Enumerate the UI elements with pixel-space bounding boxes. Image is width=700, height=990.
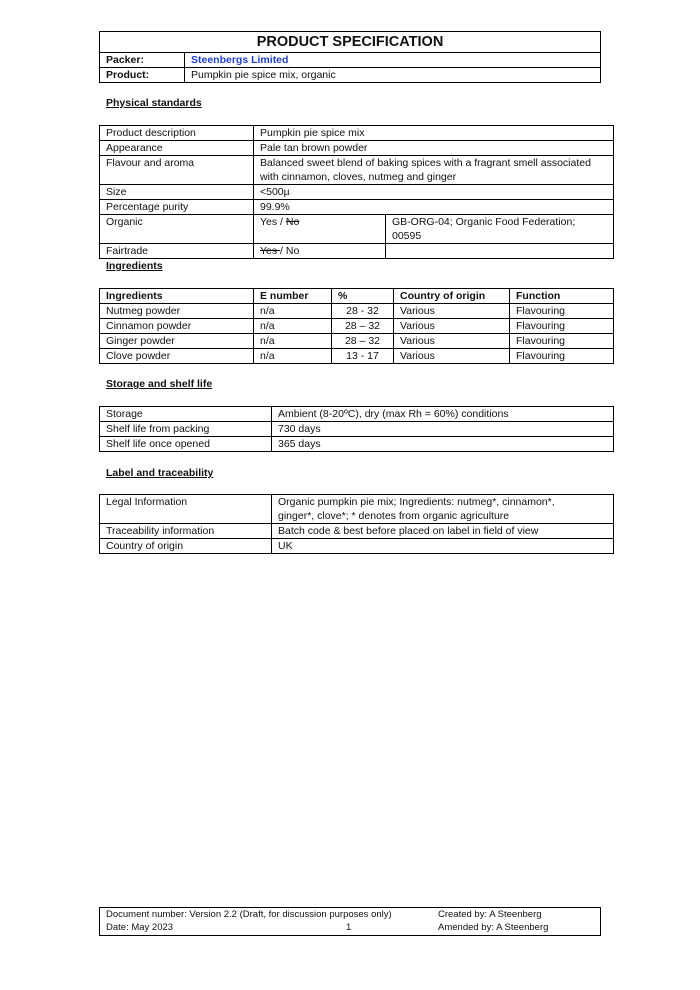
fairtrade-empty-cell	[386, 244, 614, 259]
table-cell: Cinnamon powder	[100, 319, 254, 334]
spec-header-table	[99, 31, 601, 83]
row-value: 99.9%	[254, 200, 614, 215]
table-row	[100, 349, 614, 364]
table-cell: Various	[394, 304, 510, 319]
fairtrade-value	[254, 244, 386, 259]
packer-value: Steenbergs Limited	[185, 53, 601, 68]
table-cell: n/a	[254, 319, 332, 334]
organic-certification: GB-ORG-04; Organic Food Federation; 00595	[386, 215, 614, 244]
footer-doc-number: Document number: Version 2.2 (Draft, for discussion purposes only)	[106, 909, 392, 920]
fairtrade-label: Fairtrade	[100, 244, 254, 259]
row-value: 730 days	[272, 422, 614, 437]
row-value: Pumpkin pie spice mix	[254, 126, 614, 141]
footer-date: Date: May 2023	[106, 922, 174, 933]
row-value: 365 days	[272, 437, 614, 452]
column-header: Ingredients	[100, 289, 254, 304]
product-label: Product:	[100, 68, 185, 83]
table-cell: Various	[394, 319, 510, 334]
column-header: Country of origin	[394, 289, 510, 304]
table-cell: n/a	[254, 304, 332, 319]
row-value: UK	[272, 539, 614, 554]
table-cell: Nutmeg powder	[100, 304, 254, 319]
row-label: Legal Information	[100, 495, 272, 524]
product-value: Pumpkin pie spice mix, organic	[185, 68, 601, 83]
row-value: Ambient (8-20ºC), dry (max Rh = 60%) conditions	[272, 407, 614, 422]
table-row	[100, 319, 614, 334]
table-cell: Flavouring	[510, 349, 614, 364]
row-value: Batch code & best before placed on label in field of view	[272, 524, 614, 539]
row-label: Size	[100, 185, 254, 200]
table-cell: 28 – 32	[332, 319, 394, 334]
page-title: PRODUCT SPECIFICATION	[100, 32, 601, 53]
row-label: Product description	[100, 126, 254, 141]
organic-yes: Yes /	[260, 216, 283, 228]
table-cell: n/a	[254, 334, 332, 349]
table-cell: 28 - 32	[332, 304, 394, 319]
footer-amended-by: Amended by: A Steenberg	[438, 922, 549, 933]
physical-standards-table	[99, 125, 614, 259]
fairtrade-no: / No	[280, 245, 300, 257]
table-cell: Various	[394, 334, 510, 349]
table-cell: Flavouring	[510, 304, 614, 319]
column-header: Function	[510, 289, 614, 304]
row-value: Pale tan brown powder	[254, 141, 614, 156]
footer-page-number: 1	[346, 922, 352, 933]
table-cell: Clove powder	[100, 349, 254, 364]
table-cell: 28 – 32	[332, 334, 394, 349]
footer-created-by: Created by: A Steenberg	[438, 909, 542, 920]
table-row	[100, 334, 614, 349]
storage-heading: Storage and shelf life	[106, 378, 213, 390]
organic-value	[254, 215, 386, 244]
ingredients-table	[99, 288, 614, 364]
row-value: <500µ	[254, 185, 614, 200]
table-row	[100, 304, 614, 319]
organic-no-struck: No	[285, 216, 300, 228]
label-traceability-table	[99, 494, 614, 554]
row-label: Shelf life from packing	[100, 422, 272, 437]
row-label: Shelf life once opened	[100, 437, 272, 452]
packer-label: Packer:	[100, 53, 185, 68]
row-label: Traceability information	[100, 524, 272, 539]
table-cell: 13 - 17	[332, 349, 394, 364]
table-cell: n/a	[254, 349, 332, 364]
table-cell: Ginger powder	[100, 334, 254, 349]
table-cell: Flavouring	[510, 319, 614, 334]
row-label: Country of origin	[100, 539, 272, 554]
row-value: Balanced sweet blend of baking spices with a fragrant smell associated with cinnamon, cloves, nutmeg and ginger	[254, 156, 614, 185]
ingredients-header-row	[100, 289, 614, 304]
organic-label: Organic	[100, 215, 254, 244]
row-label: Flavour and aroma	[100, 156, 254, 185]
label-traceability-heading: Label and traceability	[106, 467, 214, 479]
column-header: %	[332, 289, 394, 304]
row-value: Organic pumpkin pie mix; Ingredients: nutmeg*, cinnamon*, ginger*, clove*; * denotes from organic agriculture	[272, 495, 614, 524]
row-label: Appearance	[100, 141, 254, 156]
row-label: Storage	[100, 407, 272, 422]
table-cell: Flavouring	[510, 334, 614, 349]
storage-table	[99, 406, 614, 452]
row-label: Percentage purity	[100, 200, 254, 215]
ingredients-heading: Ingredients	[106, 260, 163, 272]
table-cell: Various	[394, 349, 510, 364]
fairtrade-yes-struck: Yes	[260, 245, 281, 257]
column-header: E number	[254, 289, 332, 304]
physical-standards-heading: Physical standards	[106, 97, 202, 109]
